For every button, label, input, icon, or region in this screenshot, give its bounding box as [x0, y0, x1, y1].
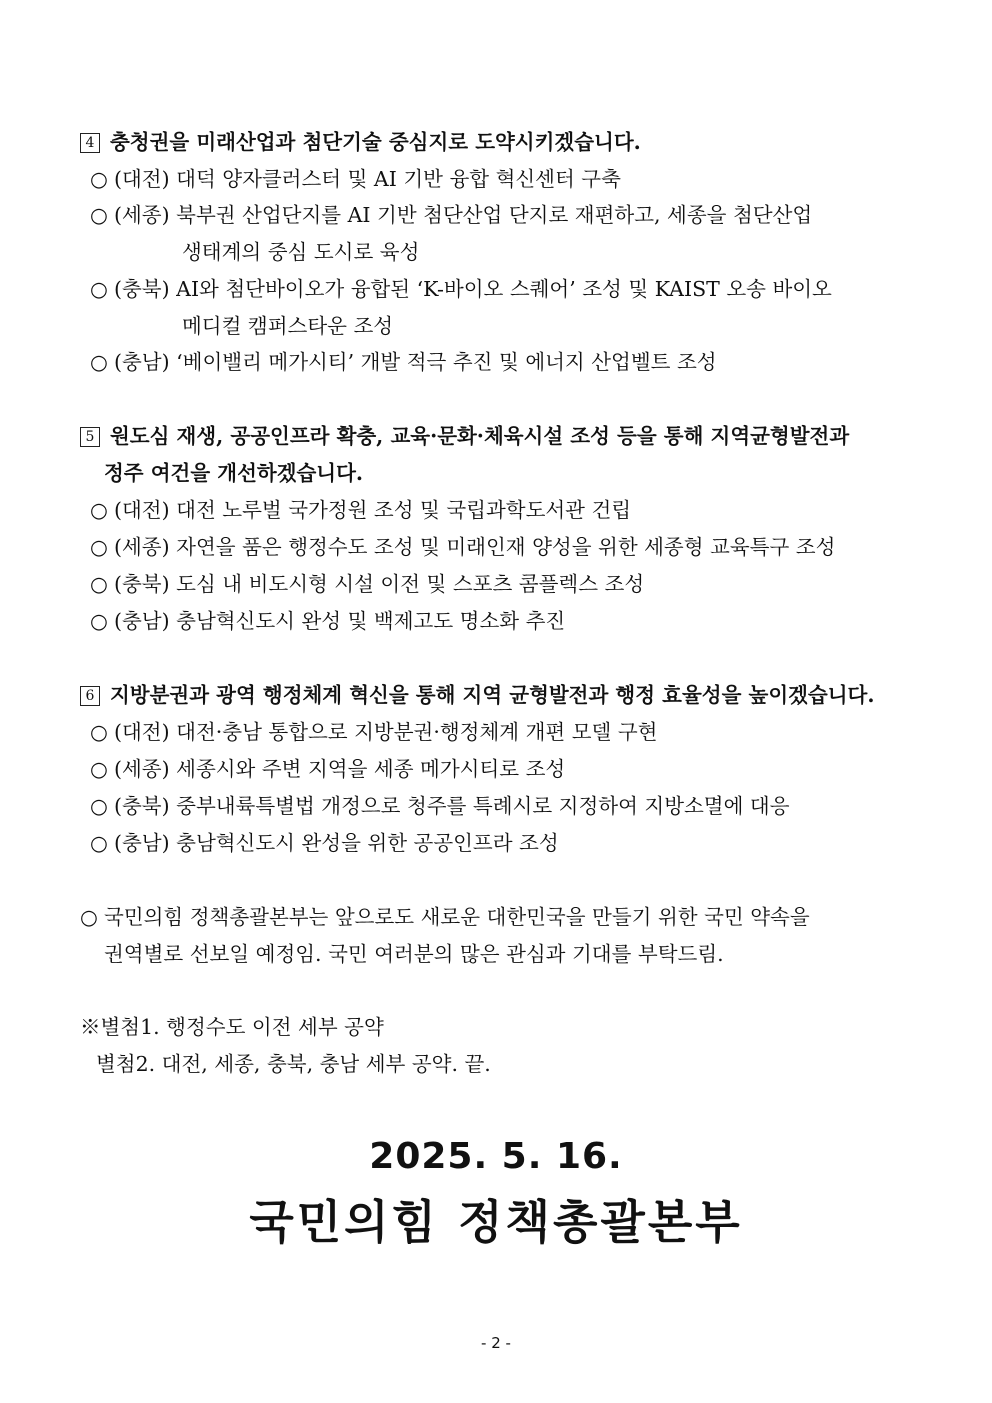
section-heading-text: 충청권을 미래산업과 첨단기술 중심지로 도약시키겠습니다.	[110, 130, 641, 154]
list-item	[90, 606, 924, 636]
list-item	[90, 717, 924, 747]
bullet-circle-icon: ○	[90, 720, 108, 744]
list-item	[90, 791, 924, 821]
bullet-circle-icon: ○	[90, 609, 108, 633]
list-item	[90, 532, 924, 562]
bullet-circle-icon: ○	[90, 535, 108, 559]
list-item	[90, 569, 924, 599]
item-text: 대전·충남 통합으로 지방분권·행정체계 개편 모델 구현	[176, 720, 658, 744]
bullet-circle-icon: ○	[90, 167, 108, 191]
item-text: 자연을 품은 행정수도 조성 및 미래인재 양성을 위한 세종형 교육특구 조성	[176, 535, 836, 559]
page-number: - 2 -	[481, 1334, 511, 1352]
section-4-heading	[80, 127, 914, 157]
region-label: (세종)	[114, 535, 170, 559]
item-text: 중부내륙특별법 개정으로 청주를 특례시로 지정하여 지방소멸에 대응	[176, 794, 790, 818]
section-heading-text: 지방분권과 광역 행정체계 혁신을 통해 지역 균형발전과 행정 효율성을 높이겠습니다.	[110, 683, 875, 707]
section-heading-text: 원도심 재생, 공공인프라 확충, 교육·문화·체육시설 조성 등을 통해 지역균형발전과	[110, 424, 850, 448]
item-text: ‘베이밸리 메가시티’ 개발 적극 추진 및 에너지 산업벨트 조성	[176, 350, 717, 374]
region-label: (충남)	[114, 350, 170, 374]
region-label: (대전)	[114, 167, 170, 191]
bullet-circle-icon: ○	[80, 905, 98, 929]
closing-paragraph	[80, 902, 914, 932]
region-label: (충북)	[114, 277, 170, 301]
list-item	[90, 495, 924, 525]
section-5-heading	[80, 421, 914, 451]
region-label: (충북)	[114, 572, 170, 596]
bullet-circle-icon: ○	[90, 498, 108, 522]
region-label: (충북)	[114, 794, 170, 818]
region-label: (대전)	[114, 498, 170, 522]
section-heading-continuation: 정주 여건을 개선하겠습니다.	[104, 461, 364, 485]
list-item-continuation: 메디컬 캠퍼스타운 조성	[182, 314, 394, 338]
organization-name: 국민의힘 정책총괄본부	[249, 1195, 743, 1249]
attachment-1: ※별첨1. 행정수도 이전 세부 공약	[80, 1015, 384, 1039]
list-item	[90, 164, 924, 194]
item-text: 대전 노루벌 국가정원 조성 및 국립과학도서관 건립	[176, 498, 632, 522]
item-text: 충남혁신도시 완성을 위한 공공인프라 조성	[176, 831, 559, 855]
closing-text: 국민의힘 정책총괄본부는 앞으로도 새로운 대한민국을 만들기 위한 국민 약속을	[104, 905, 810, 929]
region-label: (세종)	[114, 203, 170, 227]
bullet-circle-icon: ○	[90, 757, 108, 781]
list-item	[90, 754, 924, 784]
bullet-circle-icon: ○	[90, 831, 108, 855]
bullet-circle-icon: ○	[90, 572, 108, 596]
section-number-box: 6	[80, 686, 100, 706]
attachment-2: 별첨2. 대전, 세종, 충북, 충남 세부 공약. 끝.	[96, 1052, 491, 1076]
bullet-circle-icon: ○	[90, 350, 108, 374]
bullet-circle-icon: ○	[90, 203, 108, 227]
item-text: 대덕 양자클러스터 및 AI 기반 융합 혁신센터 구축	[176, 167, 621, 191]
closing-paragraph-continuation: 권역별로 선보일 예정임. 국민 여러분의 많은 관심과 기대를 부탁드림.	[104, 942, 724, 966]
bullet-circle-icon: ○	[90, 794, 108, 818]
item-text: 도심 내 비도시형 시설 이전 및 스포츠 콤플렉스 조성	[176, 572, 645, 596]
list-item	[90, 274, 924, 304]
region-label: (충남)	[114, 609, 170, 633]
section-number-box: 5	[80, 427, 100, 447]
region-label: (세종)	[114, 757, 170, 781]
region-label: (충남)	[114, 831, 170, 855]
bullet-circle-icon: ○	[90, 277, 108, 301]
list-item	[90, 347, 924, 377]
section-number-box: 4	[80, 133, 100, 153]
document-date: 2025. 5. 16.	[369, 1136, 623, 1177]
list-item	[90, 200, 924, 230]
item-text: AI와 첨단바이오가 융합된 ‘K-바이오 스퀘어’ 조성 및 KAIST 오송 바이오	[176, 277, 832, 301]
item-text: 세종시와 주변 지역을 세종 메가시티로 조성	[176, 757, 566, 781]
list-item-continuation: 생태계의 중심 도시로 육성	[182, 240, 420, 264]
item-text: 북부권 산업단지를 AI 기반 첨단산업 단지로 재편하고, 세종을 첨단산업	[176, 203, 813, 227]
region-label: (대전)	[114, 720, 170, 744]
list-item	[90, 828, 924, 858]
section-6-heading	[80, 680, 914, 710]
item-text: 충남혁신도시 완성 및 백제고도 명소화 추진	[176, 609, 566, 633]
